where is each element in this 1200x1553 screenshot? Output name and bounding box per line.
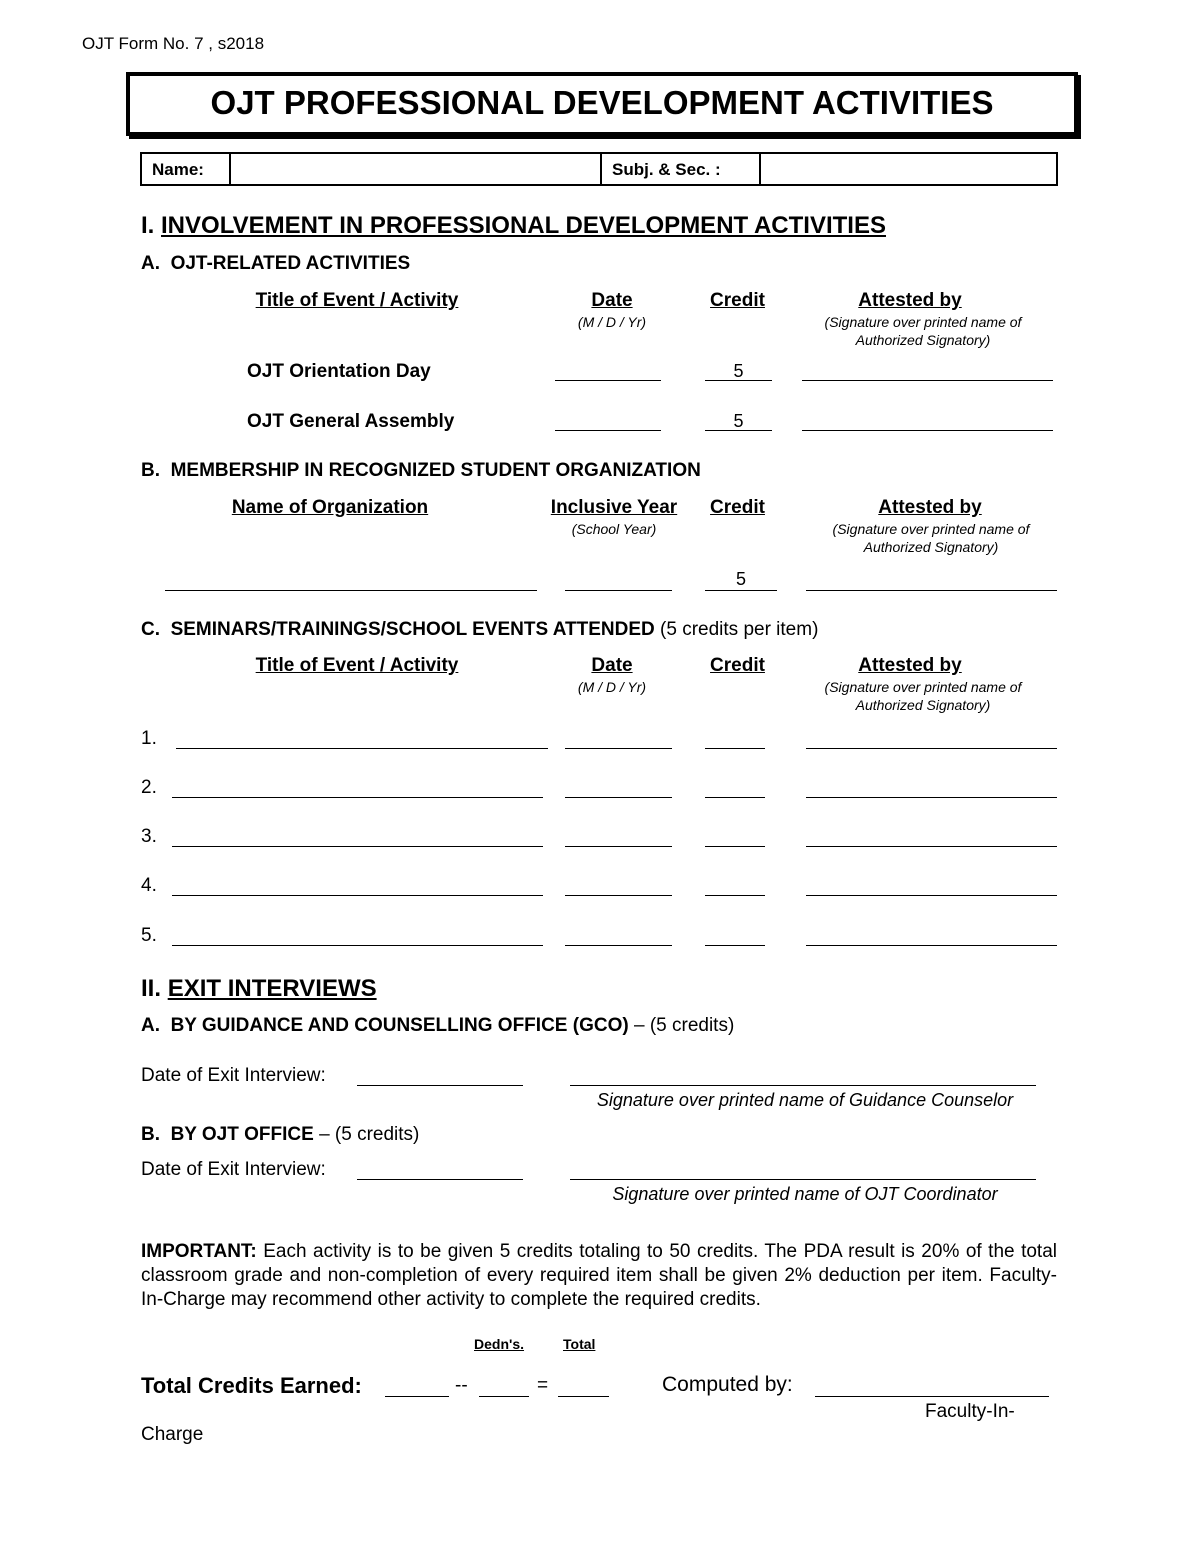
date-field[interactable]	[565, 945, 672, 946]
col-attested-sub: Authorized Signatory)	[855, 697, 991, 713]
date-field[interactable]	[565, 846, 672, 847]
exit-date-field-ojt[interactable]	[357, 1179, 523, 1180]
section-2b-title: BY OJT OFFICE	[170, 1124, 314, 1145]
credit-field[interactable]	[705, 846, 765, 847]
col-attested-sub: Authorized Signatory)	[855, 332, 991, 348]
col-credit: Credit	[710, 497, 765, 518]
credit-field	[705, 430, 772, 431]
col-attested: Attested by	[878, 497, 982, 518]
section-1a-letter: A.	[141, 253, 160, 274]
col-inclusive-year: Inclusive Year	[550, 497, 678, 518]
date-field[interactable]	[565, 748, 672, 749]
page-title: OJT PROFESSIONAL DEVELOPMENT ACTIVITIES	[210, 84, 994, 121]
col-date: Date	[591, 655, 633, 676]
section-2-title: EXIT INTERVIEWS	[167, 975, 377, 1002]
attested-field[interactable]	[802, 380, 1053, 381]
name-field[interactable]	[231, 154, 602, 184]
attested-field[interactable]	[806, 846, 1057, 847]
important-label: IMPORTANT:	[141, 1241, 257, 1262]
event-title-field[interactable]	[172, 895, 543, 896]
col-attested: Attested by	[858, 290, 962, 311]
subj-sec-label-cell	[602, 154, 761, 184]
form-number: OJT Form No. 7 , s2018	[82, 34, 265, 53]
col-title-activity: Title of Event / Activity	[255, 655, 459, 676]
item-number: 4.	[141, 875, 157, 896]
col-attested-sub: (Signature over printed name of	[824, 679, 1022, 695]
computed-by-field[interactable]	[815, 1396, 1049, 1397]
important-note	[141, 1240, 1057, 1312]
event-title-field[interactable]	[176, 748, 548, 749]
name-label: Name:	[152, 160, 204, 179]
minus-sign: --	[455, 1375, 468, 1396]
col-org-name: Name of Organization	[231, 497, 429, 518]
item-number: 2.	[141, 777, 157, 798]
credit-value: 5	[733, 361, 744, 381]
item-number: 1.	[141, 728, 157, 749]
credit-value: 5	[733, 411, 744, 431]
exit-date-label: Date of Exit Interview:	[141, 1159, 326, 1180]
col-attested-sub: (Signature over printed name of	[824, 314, 1022, 330]
date-field[interactable]	[555, 380, 661, 381]
attested-field[interactable]	[806, 590, 1057, 591]
date-field[interactable]	[565, 797, 672, 798]
subj-sec-label: Subj. & Sec. :	[612, 160, 721, 179]
col-date-sub: (M / D / Yr)	[577, 679, 647, 695]
section-2b-note: – (5 credits)	[319, 1124, 420, 1145]
section-1c-letter: C.	[141, 619, 160, 640]
computed-by-label: Computed by:	[662, 1373, 793, 1396]
total-label: Total	[563, 1336, 596, 1352]
date-field[interactable]	[555, 430, 661, 431]
attested-field[interactable]	[802, 430, 1053, 431]
col-credit: Credit	[710, 655, 765, 676]
section-1b-heading	[141, 460, 701, 482]
student-info-box	[140, 152, 1058, 186]
faculty-label: Faculty-In-	[925, 1401, 1015, 1422]
date-field[interactable]	[565, 895, 672, 896]
section-1-number: I.	[141, 212, 155, 239]
event-title-field[interactable]	[172, 846, 543, 847]
section-2b-heading	[141, 1124, 419, 1146]
exit-date-label: Date of Exit Interview:	[141, 1065, 326, 1086]
exit-date-field-gco[interactable]	[357, 1085, 523, 1086]
section-1a-title: OJT-RELATED ACTIVITIES	[170, 253, 411, 274]
attested-field[interactable]	[806, 895, 1057, 896]
credit-field[interactable]	[705, 945, 765, 946]
org-name-field[interactable]	[165, 590, 537, 591]
total-credits-label: Total Credits Earned:	[141, 1373, 362, 1398]
section-1a-heading	[141, 253, 410, 275]
section-1-title: INVOLVEMENT IN PROFESSIONAL DEVELOPMENT ACTIVITIES	[161, 212, 886, 239]
col-title-activity: Title of Event / Activity	[255, 290, 459, 311]
section-2a-letter: A.	[141, 1015, 160, 1036]
credit-field[interactable]	[705, 748, 765, 749]
deductions-field[interactable]	[479, 1396, 529, 1397]
guidance-signature-field[interactable]	[570, 1085, 1036, 1086]
attested-field[interactable]	[806, 748, 1057, 749]
coordinator-signature-caption: Signature over printed name of OJT Coordinator	[612, 1184, 998, 1204]
item-number: 3.	[141, 826, 157, 847]
section-2-number: II.	[141, 975, 162, 1002]
col-date: Date	[591, 290, 633, 311]
section-2a-title: BY GUIDANCE AND COUNSELLING OFFICE (GCO)	[170, 1015, 629, 1036]
section-2a-heading	[141, 1015, 734, 1037]
section-2-heading	[141, 975, 377, 1003]
activity-title: OJT General Assembly	[247, 411, 455, 432]
item-number: 5.	[141, 925, 157, 946]
credit-field	[705, 380, 772, 381]
important-text: Each activity is to be given 5 credits totaling to 50 credits. The PDA result is 20% of the total classroom grade and non-completion of every required item shall be given 2% deduction per item. Faculty-In-Charge may recommend other activity to complete the required credits.	[141, 1241, 1057, 1310]
deductions-label: Dedn's.	[474, 1336, 525, 1352]
credit-field[interactable]	[705, 797, 765, 798]
title-box	[126, 72, 1078, 136]
subj-sec-field[interactable]	[761, 154, 1056, 184]
col-date-sub: (M / D / Yr)	[577, 314, 647, 330]
col-credit: Credit	[710, 290, 765, 311]
attested-field[interactable]	[806, 797, 1057, 798]
col-attested: Attested by	[858, 655, 962, 676]
activity-title: OJT Orientation Day	[247, 361, 431, 382]
credit-field[interactable]	[705, 895, 765, 896]
section-1b-title: MEMBERSHIP IN RECOGNIZED STUDENT ORGANIZATION	[170, 460, 701, 481]
credits-earned-field[interactable]	[385, 1396, 449, 1397]
name-label-cell	[142, 154, 231, 184]
credit-field	[705, 590, 777, 591]
charge-label: Charge	[141, 1424, 204, 1445]
col-attested-sub: Authorized Signatory)	[863, 539, 999, 555]
event-title-field[interactable]	[172, 797, 543, 798]
section-1c-heading	[141, 619, 818, 641]
col-attested-sub: (Signature over printed name of	[832, 521, 1030, 537]
section-1-heading	[141, 212, 886, 240]
section-2b-letter: B.	[141, 1124, 160, 1145]
attested-field[interactable]	[806, 945, 1057, 946]
credit-value: 5	[735, 569, 746, 589]
inclusive-year-field[interactable]	[565, 590, 672, 591]
total-field[interactable]	[558, 1396, 609, 1397]
coordinator-signature-field[interactable]	[570, 1179, 1036, 1180]
section-1c-title: SEMINARS/TRAININGS/SCHOOL EVENTS ATTENDED	[170, 619, 655, 640]
col-year-sub: (School Year)	[571, 521, 657, 537]
section-1c-note: (5 credits per item)	[660, 619, 819, 640]
equals-sign: =	[537, 1375, 549, 1396]
section-1b-letter: B.	[141, 460, 160, 481]
event-title-field[interactable]	[172, 945, 543, 946]
section-2a-note: – (5 credits)	[633, 1015, 735, 1036]
guidance-signature-caption: Signature over printed name of Guidance Counselor	[596, 1090, 1014, 1110]
